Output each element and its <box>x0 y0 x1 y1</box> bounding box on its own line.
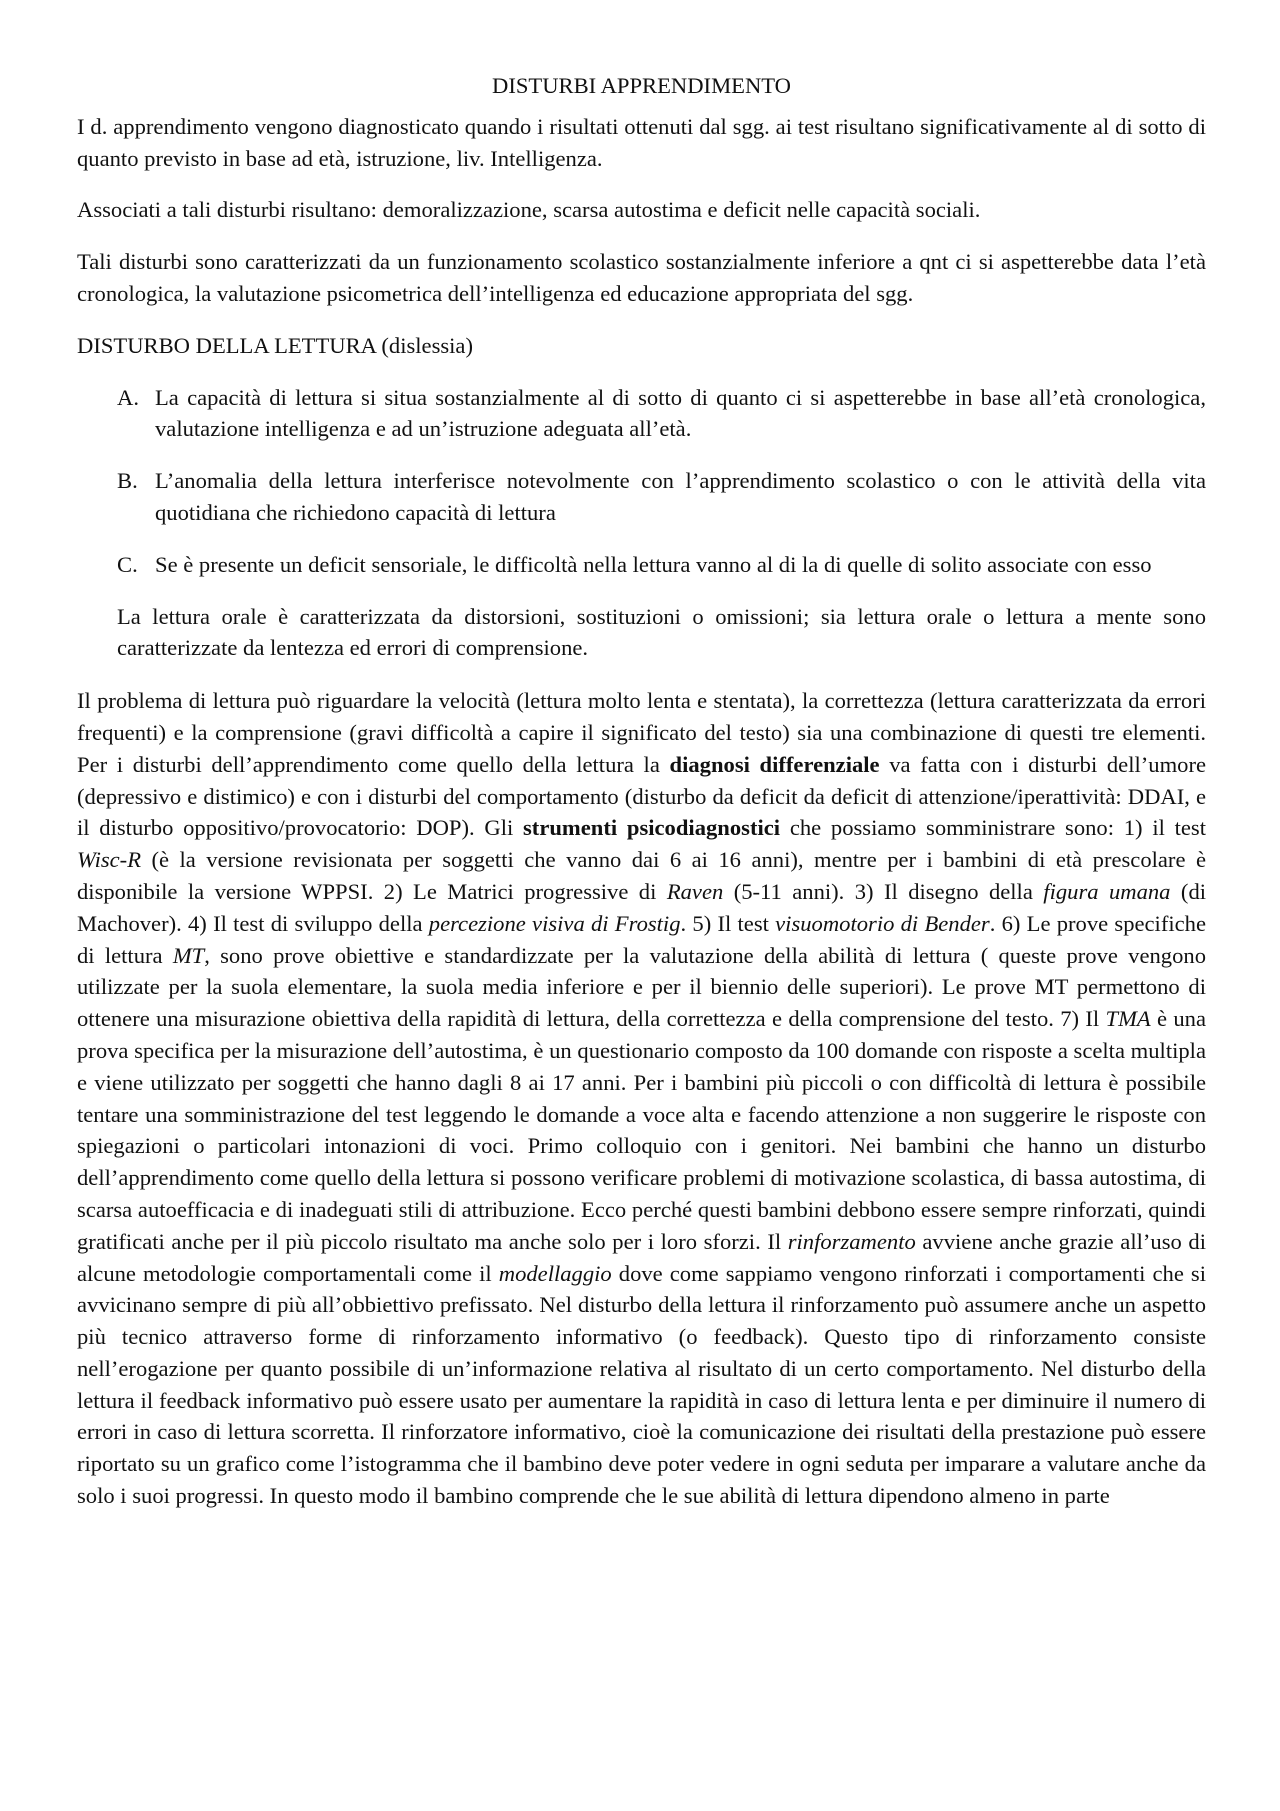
body-text: (5-11 anni). 3) Il disegno della <box>723 878 1044 904</box>
italic-term-frostig: percezione visiva di Frostig <box>428 910 681 936</box>
document-title: DISTURBI APPRENDIMENTO <box>492 73 791 98</box>
body-text: . 6) Le prove specifiche di lettura <box>77 910 1206 968</box>
list-item-text: Se è presente un deficit sensoriale, le difficoltà nella lettura vanno al di la di quelle di solito associate con esso <box>155 551 1152 577</box>
body-text: è una prova specifica per la misurazione dell’autostima, è un questionario composto da 100 domande con risposte a scelta multipla e viene utilizzato per soggetti che hanno dagli 8 ai 17 anni. Per i bambini più piccoli o con difficoltà di lettura è possibile tentare una somministrazione del test leggendo le domande a voce alta e facendo attenzione a non suggerire le risposte con spiegazioni o particolari intonazioni di voci. Primo colloquio con i genitori. Nei bambini che hanno un disturbo dell’apprendimento come quello della lettura si possono verificare problemi di motivazione scolastica, di bassa autostima, di scarsa autoefficacia e di inadeguati stili di attribuzione. Ecco perché questi bambini debbono essere sempre rinforzati, quindi gratificati anche per il più piccolo risultato ma anche solo per i loro sforzi. Il <box>77 1006 1206 1254</box>
italic-term-raven: Raven <box>666 878 724 904</box>
bold-term-diagnosi-differenziale: diagnosi differenziale <box>669 751 880 777</box>
italic-term-mt: MT <box>172 942 205 968</box>
paragraph-associated-features: Associati a tali disturbi risultano: demoralizzazione, scarsa autostima e deficit nelle capacità sociali. <box>77 197 981 223</box>
list-item-text: La capacità di lettura si situa sostanzialmente al di sotto di quanto ci si aspetterebbe in base all’età cronologica, valutazione intelligenza e ad un’istruzione adeguata all’età. <box>155 384 1206 442</box>
italic-term-bender: visuomotorio di Bender <box>775 910 990 936</box>
body-text: avviene anche grazie all’uso di alcune metodologie comportamentali come il <box>77 1228 1206 1286</box>
body-text: va fatta con i disturbi dell’umore (depressivo e distimico) e con i disturbi del comportamento (disturbo da deficit da deficit di attenzione/iperattività: DDAI, e il disturbo oppositivo/provocatorio: DOP). Gli <box>77 751 1206 841</box>
section-heading: DISTURBO DELLA LETTURA (dislessia) <box>77 332 473 358</box>
indented-paragraph: La lettura orale è caratterizzata da distorsioni, sostituzioni o omissioni; sia lettura orale o lettura a mente sono caratterizzate da lentezza ed errori di comprensione. <box>117 603 1206 661</box>
body-text: . 5) Il test <box>680 910 776 936</box>
body-text: che possiamo somministrare sono: 1) il test <box>780 815 1206 841</box>
list-item <box>117 382 1206 446</box>
list-marker: B. <box>117 468 138 494</box>
list-item-text: L’anomalia della lettura interferisce notevolmente con l’apprendimento scolastico o con le attività della vita quotidiana che richiedono capacità di lettura <box>155 468 1206 525</box>
italic-term-figura-umana: figura umana <box>1043 878 1171 904</box>
list-marker: A. <box>117 384 139 410</box>
document-page <box>77 70 1206 1512</box>
body-text: dove come sappiamo vengono rinforzati i comportamenti che si avvicinano sempre di più all’obbiettivo prefissato. Nel disturbo della lettura il rinforzamento può assumere anche un aspetto più tecnico attraverso forme di rinforzamento informativo (o feedback). Questo tipo di rinforzamento consiste nell’erogazione per quanto possibile di un’informazione relativa al risultato di un certo comportamento. Nel disturbo della lettura il feedback informativo può essere usato per aumentare la rapidità in caso di lettura lenta e per diminuire il numero di errori in caso di lettura scorretta. Il rinforzatore informativo, cioè la comunicazione dei risultati della prestazione può essere riportato su un grafico come l’istogramma che il bambino deve poter vedere in ogni seduta per imparare a valutare anche da solo i suoi progressi. In questo modo il bambino comprende che le sue abilità di lettura dipendono almeno in parte <box>77 1260 1206 1509</box>
list-item <box>117 465 1206 529</box>
body-text: (di Machover). 4) Il test di sviluppo della <box>77 878 1207 936</box>
paragraph-characteristics: Tali disturbi sono caratterizzati da un funzionamento scolastico sostanzialmente inferiore a qnt ci si aspetterebbe data l’età cronologica, la valutazione psicometrica dell’intelligenza ed educazione appropriata del sgg. <box>77 249 1206 306</box>
italic-term-tma: TMA <box>1105 1006 1151 1032</box>
body-text: , sono prove obiettive e standardizzate per la valutazione della abilità di lettura ( queste prove vengono utilizzate per la suola elementare, la suola media inferiore e per il biennio delle superiori). Le prove MT permettono di ottenere una misurazione obiettiva della rapidità di lettura, della correttezza e della comprensione del testo. 7) Il <box>77 942 1206 1032</box>
list-marker: C. <box>117 551 138 577</box>
italic-term-wisc-r: Wisc-R <box>77 847 141 873</box>
italic-term-rinforzamento: rinforzamento <box>787 1228 916 1254</box>
body-text: (è la versione revisionata per soggetti che vanno dai 6 ai 16 anni), mentre per i bambini di età prescolare è disponibile la versione WPPSI. 2) Le Matrici progressive di <box>77 847 1206 904</box>
italic-term-modellaggio: modellaggio <box>498 1260 612 1286</box>
paragraph-main-body <box>77 685 1206 1512</box>
bold-term-strumenti-psicodiagnostici: strumenti psicodiagnostici <box>523 815 781 841</box>
body-text: Il problema di lettura può riguardare la velocità (lettura molto lenta e stentata), la correttezza (lettura caratterizzata da errori frequenti) e la comprensione (gravi difficoltà a capire il significato del testo) sia una combinazione di questi tre elementi. Per i disturbi dell’apprendimento come quello della lettura la <box>77 688 1206 777</box>
paragraph-definition: I d. apprendimento vengono diagnosticato quando i risultati ottenuti dal sgg. ai test risultano significativamente al di sotto di quanto previsto in base ad età, istruzione, liv. Intelligenza. <box>77 113 1206 171</box>
list-item <box>117 549 1206 581</box>
